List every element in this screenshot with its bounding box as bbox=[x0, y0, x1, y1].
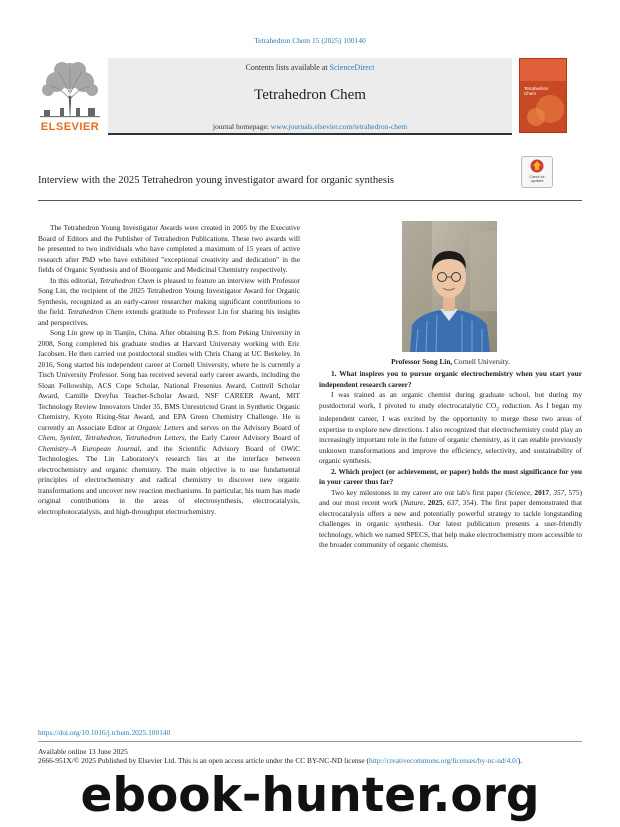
journal-homepage-line bbox=[108, 122, 512, 131]
journal-name-italic-1: Tetrahedron Chem bbox=[99, 275, 155, 285]
cover-title-line2: Chem bbox=[524, 91, 537, 96]
question-2: 2. Which project (or achievement, or paper) holds the most significance for you in your career thus far? bbox=[319, 466, 582, 487]
co2-subscript: 2 bbox=[496, 405, 499, 412]
caption-affiliation: Cornell University. bbox=[452, 357, 510, 366]
journal-name-italic-2: Tetrahedron Chem bbox=[67, 307, 123, 316]
bio-italic-tetrahedron: Tetrahedron bbox=[84, 433, 121, 442]
journal-citation-link[interactable]: Tetrahedron Chem 15 (2025) 100140 bbox=[254, 36, 366, 45]
journal-citation-line[interactable] bbox=[0, 36, 620, 45]
bio-text-4: , and the Scientific Advisory Board of OWiC Technologies. The Lin Laboratory's research lies at the interface between electrochemistry and organic chemistry. The main objective is to use fundamental principles of electrochemistry and radical chemistry to discover new organic transformations and uncover new reaction mechanisms. In particular, his team has made original contributions in the areas of electrosynthesis, electrocatalysis, electrophotocatalysis, and high-throughput electrochemistry. bbox=[38, 443, 301, 516]
photo-caption bbox=[319, 357, 582, 366]
footer-divider bbox=[38, 741, 582, 742]
a2-text-c: , 354). The first paper demonstrated that electrocatalysis offers a new and potentially powerful strategy to tackle longstanding challenges in organic synthesis. Our latest publication presents a user-friendly technology, which we named SPECS, that help make electrochemistry more accessible to the broader community of organic chemists. bbox=[319, 498, 582, 550]
bio-italic-org-lett: Organic Letters bbox=[137, 422, 185, 432]
journal-title: Tetrahedron Chem bbox=[254, 87, 366, 103]
biography-paragraph bbox=[38, 328, 300, 517]
available-online: Available online 13 June 2025 bbox=[38, 747, 128, 756]
answer-1-text-b: reduction. As I began my independent career, I was excited by the opportunity to merge these two areas of expertise to explore new directions. I also recognized that electrochemistry could play an increasingly important role in the future of organic chemistry, as it can enable previously unknown transformations and improve the efficiency, selectivity, and sustainability of organic synthesis. bbox=[319, 400, 582, 466]
bio-italic-chem-eur-j: Chemistry–A European Journal bbox=[38, 443, 140, 453]
cover-title-line1: Tetrahedron bbox=[524, 86, 549, 91]
check-updates-label bbox=[521, 175, 553, 183]
professor-portrait-photo bbox=[402, 221, 497, 352]
license-link[interactable]: http://creativecommons.org/licenses/by-nc-nd/4.0/ bbox=[369, 756, 518, 765]
a2-text-b: , 575) and our most recent work ( bbox=[319, 487, 583, 508]
a2-sep-2: , bbox=[549, 487, 554, 497]
a2-text-a: Two key milestones in my career are our lab's first paper ( bbox=[331, 487, 508, 497]
bio-sep-2: , bbox=[79, 433, 85, 442]
bio-italic-tet-lett: Tetrahedron Letters bbox=[125, 433, 185, 442]
doi-link[interactable]: https://doi.org/10.1016/j.tchem.2025.100140 bbox=[38, 728, 171, 737]
left-column bbox=[38, 223, 300, 517]
cover-title bbox=[524, 86, 564, 96]
doi-line[interactable] bbox=[38, 728, 170, 737]
a2-italic-nature: Nature bbox=[403, 498, 424, 508]
answer-2 bbox=[319, 488, 582, 551]
site-watermark: ebook-hunter.org bbox=[80, 768, 540, 823]
check-for-updates-button[interactable] bbox=[521, 156, 553, 188]
license-close: ). bbox=[517, 756, 523, 765]
bio-text-1: Song Lin grew up in Tianjin, China. After obtaining B.S. from Peking University in 2008, Song completed his graduate studies at Harvard University working with Eric Jacobsen. He then carried out postdoctoral studies with Chris Chang at UC Berkeley. In 2016, Song started his independent career at Cornell University, where he is currently a Tisch University Professor. Song has received several early career awards, including the Sloan Fellowship, ACS Cope Scholar, National Fresenius Award, Cottrell Scholar Award, Camille Dreyfus Teacher-Scholar Award, NSF CAREER Award, MIT Technology Review Innovators Under 35, BMS Unrestricted Grant in Synthetic Organic Chemistry, Kyoto Rising-Star Award, and EPA Green Chemistry Challenge. He is currently an Associate Editor at bbox=[38, 328, 300, 432]
check-updates-line2: updates bbox=[530, 179, 544, 183]
editorial-text-1: In this editorial, bbox=[50, 275, 100, 285]
homepage-prefix: journal homepage: bbox=[212, 122, 271, 131]
question-1: 1. What inspires you to pursue organic electrochemistry when you start your independent research career? bbox=[319, 369, 582, 389]
sciencedirect-link[interactable]: ScienceDirect bbox=[329, 63, 375, 72]
bio-sep-3: , bbox=[120, 433, 126, 442]
answer-1-text-a: I was trained as an organic chemist during graduate school, but during my postdoctoral work, I pivoted to study electrocatalytic CO bbox=[319, 390, 582, 410]
license-line bbox=[38, 756, 598, 765]
a2-italic-science: Science bbox=[507, 487, 531, 497]
license-text: 2666-951X/© 2025 Published by Elsevier Ltd. This is an open access article under the CC BY-NC-ND license ( bbox=[38, 756, 370, 765]
elsevier-logo-text: ELSEVIER bbox=[40, 121, 100, 133]
bio-text-2: and serves on the Advisory Board of bbox=[184, 422, 300, 432]
a2-sep-3: , bbox=[423, 498, 428, 508]
check-updates-line1: Check for bbox=[529, 175, 545, 179]
a2-sep-1: , bbox=[530, 487, 535, 497]
editorial-text-3: extends gratitude to Professor Lin for sharing his insights and perspectives. bbox=[38, 307, 300, 327]
bio-italic-chem: Chem bbox=[38, 433, 56, 442]
editorial-text-2: is pleased to feature an interview with Professor Song Lin, the recipient of the 2025 Tetrahedron Young Investigator Award for Organic Synthesis, recognized as an early-career researcher making significant contributions to the field. bbox=[38, 275, 300, 316]
contents-prefix: Contents lists available at bbox=[245, 63, 330, 72]
check-updates-badge-icon bbox=[522, 157, 552, 175]
contents-line bbox=[108, 63, 512, 72]
title-divider bbox=[38, 200, 582, 201]
a2-sep-4: , bbox=[442, 498, 448, 508]
article-title: Interview with the 2025 Tetrahedron young investigator award for organic synthesis bbox=[38, 175, 395, 186]
homepage-link[interactable]: www.journals.elsevier.com/tetrahedron-chem bbox=[270, 122, 408, 131]
bio-italic-synlett: Synlett bbox=[60, 433, 80, 442]
a2-italic-vol-1: 357 bbox=[553, 487, 565, 497]
a2-italic-vol-2: 637 bbox=[447, 498, 459, 508]
right-column bbox=[319, 369, 582, 551]
a2-bold-year-1: 2017 bbox=[534, 487, 550, 497]
intro-paragraph: The Tetrahedron Young Investigator Awards were created in 2005 by the Executive Board of Editors and the Publisher of Tetrahedron Publications. These two awards will be presented to two individuals who have completed a maximum of 15 years of active research after PhD who have exhibited "exceptional creativity and dedication" in the fields of Organic Synthesis and of Bioorganic and Medicinal Chemistry respectively. bbox=[38, 223, 300, 274]
answer-1 bbox=[319, 390, 582, 467]
bio-text-3: , the Early Career Advisory Board of bbox=[184, 433, 301, 442]
bio-sep-1: , bbox=[55, 433, 60, 442]
a2-bold-year-2: 2025 bbox=[427, 498, 443, 508]
caption-name: Professor Song Lin, bbox=[391, 357, 453, 366]
editorial-paragraph bbox=[38, 276, 300, 329]
